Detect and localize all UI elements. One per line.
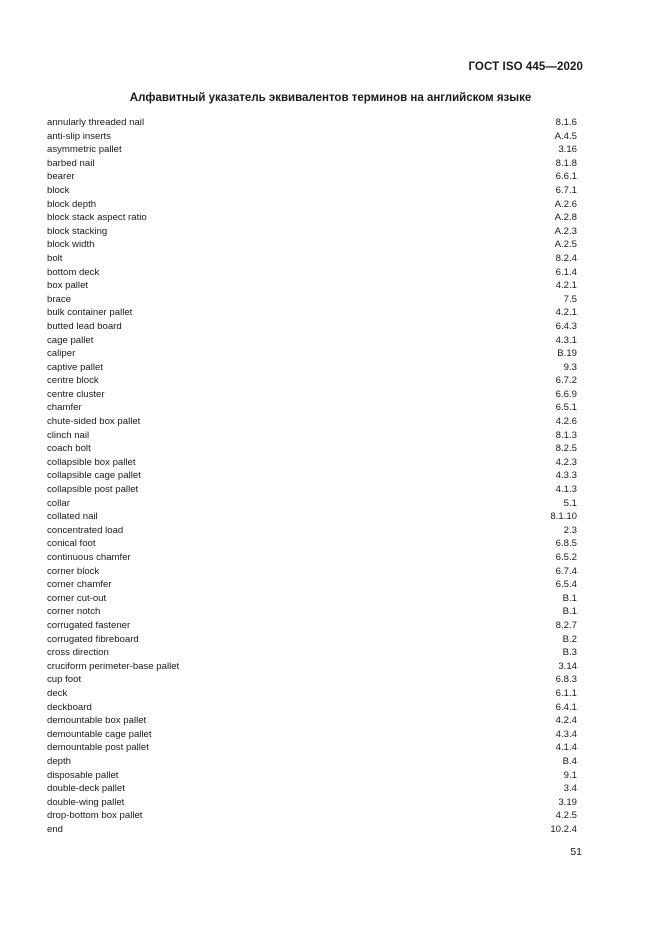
- index-entry: [47, 334, 577, 348]
- entry-reference: 3.14: [558, 660, 577, 672]
- entry-term: chute-sided box pallet: [47, 416, 141, 428]
- standard-code-header: ГОСТ ISO 445—2020: [468, 61, 583, 73]
- index-entry: [47, 578, 577, 592]
- entry-reference: B.1: [562, 592, 577, 604]
- entry-term: collated nail: [47, 511, 98, 523]
- entry-reference: 4.2.1: [555, 307, 577, 319]
- index-entry: [47, 660, 577, 674]
- entry-reference: 7.5: [563, 293, 577, 305]
- entry-term: demountable post pallet: [47, 742, 149, 754]
- index-entry: [47, 565, 577, 579]
- index-entry: [47, 143, 577, 157]
- entry-term: corner block: [47, 565, 100, 577]
- entry-reference: 8.1.6: [555, 117, 577, 128]
- index-entry: [47, 306, 577, 320]
- entry-term: collapsible box pallet: [47, 456, 136, 468]
- entry-reference: 8.1.3: [555, 429, 577, 441]
- index-entry: [47, 633, 577, 647]
- entry-reference: B.1: [562, 606, 577, 618]
- index-entry: [47, 796, 577, 810]
- entry-reference: B.3: [562, 647, 577, 659]
- entry-reference: 4.1.3: [555, 484, 577, 496]
- index-entry: [47, 320, 577, 334]
- entry-reference: 6.6.9: [555, 388, 577, 400]
- entry-reference: 6.4.1: [555, 701, 577, 713]
- index-entry: [47, 687, 577, 701]
- entry-reference: 4.3.3: [555, 470, 577, 482]
- entry-term: block stacking: [47, 225, 108, 237]
- entry-reference: 8.1.8: [555, 157, 577, 169]
- index-entry: [47, 252, 577, 266]
- entry-reference: 4.1.4: [555, 742, 577, 754]
- index-entry: [47, 483, 577, 497]
- index-entry: [47, 456, 577, 470]
- entry-term: centre cluster: [47, 388, 105, 400]
- entry-reference: 4.3.4: [555, 728, 577, 740]
- entry-term: collapsible cage pallet: [47, 470, 141, 482]
- index-entry: [47, 388, 577, 402]
- index-entry: [47, 714, 577, 728]
- index-entry: [47, 782, 577, 796]
- entry-term: asymmetric pallet: [47, 144, 122, 156]
- entry-reference: 6.4.3: [555, 320, 577, 332]
- entry-reference: A.2.5: [554, 239, 577, 251]
- index-entry: [47, 469, 577, 483]
- page-number: 51: [570, 846, 582, 858]
- entry-reference: 6.6.1: [555, 171, 577, 183]
- index-title: Алфавитный указатель эквивалентов терминов на английском языке: [129, 92, 532, 104]
- entry-term: block depth: [47, 198, 97, 210]
- entry-term: box pallet: [47, 280, 89, 292]
- index-entry: [47, 347, 577, 361]
- entry-reference: 4.2.1: [555, 280, 577, 292]
- entry-reference: 9.3: [563, 361, 577, 373]
- index-entry: [47, 157, 577, 171]
- entry-term: bearer: [47, 171, 75, 183]
- entry-reference: 9.1: [563, 769, 577, 781]
- entry-term: coach bolt: [47, 443, 91, 455]
- entry-reference: 6.1.1: [555, 687, 577, 699]
- entry-reference: 6.7.4: [555, 565, 577, 577]
- index-entry: [47, 198, 577, 212]
- entry-reference: A.2.3: [554, 225, 577, 237]
- index-entry: [47, 673, 577, 687]
- entry-term: continuous chamfer: [47, 552, 131, 563]
- index-entry: [47, 809, 577, 823]
- entry-reference: 4.2.4: [555, 715, 577, 727]
- index-entry: [47, 701, 577, 715]
- entry-reference: 3.19: [558, 796, 577, 808]
- entry-term: depth: [47, 755, 72, 767]
- entry-reference: 6.5.4: [555, 579, 577, 591]
- index-entry: [47, 497, 577, 511]
- entry-reference: 10.2.4: [550, 823, 577, 835]
- entry-reference: 6.8.3: [555, 674, 577, 686]
- entry-term: double-wing pallet: [47, 796, 125, 808]
- entry-reference: 8.1.10: [550, 511, 577, 523]
- index-entry: [47, 551, 577, 565]
- entry-reference: 4.3.1: [555, 334, 577, 346]
- index-entry: [47, 769, 577, 783]
- entry-reference: 6.8.5: [555, 538, 577, 550]
- entry-reference: 8.2.5: [555, 443, 577, 455]
- entry-reference: 6.5.1: [555, 402, 577, 414]
- entry-reference: B.4: [562, 755, 577, 767]
- index-entry: [47, 646, 577, 660]
- entry-term: block stack aspect ratio: [47, 212, 147, 224]
- entry-term: cross direction: [47, 647, 109, 659]
- entry-reference: A.2.6: [554, 198, 577, 210]
- entry-reference: 3.16: [558, 144, 577, 156]
- entry-reference: A.4.5: [554, 130, 577, 142]
- entry-term: bottom deck: [47, 266, 100, 278]
- term-index-list: [47, 116, 577, 836]
- entry-term: corner cut-out: [47, 592, 107, 604]
- entry-term: drop-bottom box pallet: [47, 810, 143, 822]
- entry-term: conical foot: [47, 538, 96, 550]
- entry-reference: 3.4: [563, 783, 577, 795]
- entry-reference: 6.1.4: [555, 266, 577, 278]
- entry-term: collar: [47, 497, 70, 509]
- entry-term: corrugated fibreboard: [47, 633, 139, 645]
- entry-reference: 2.3: [563, 524, 577, 536]
- index-entry: [47, 293, 577, 307]
- index-entry: [47, 741, 577, 755]
- entry-term: brace: [47, 293, 71, 305]
- entry-reference: 4.2.6: [555, 416, 577, 428]
- entry-reference: B.19: [557, 348, 577, 360]
- entry-term: corner chamfer: [47, 579, 112, 591]
- index-entry: [47, 279, 577, 293]
- entry-term: caliper: [47, 348, 76, 360]
- entry-term: end: [47, 823, 64, 835]
- entry-reference: A.2.8: [554, 212, 577, 224]
- index-entry: [47, 374, 577, 388]
- index-entry: [47, 238, 577, 252]
- index-entry: [47, 211, 577, 225]
- entry-reference: 4.2.3: [555, 456, 577, 468]
- index-entry: [47, 823, 577, 837]
- entry-term: double-deck pallet: [47, 783, 125, 795]
- index-entry: [47, 361, 577, 375]
- index-entry: [47, 401, 577, 415]
- entry-term: demountable cage pallet: [47, 728, 152, 740]
- entry-term: block: [47, 184, 70, 196]
- entry-term: bolt: [47, 252, 63, 264]
- entry-term: collapsible post pallet: [47, 484, 139, 496]
- index-entry: [47, 442, 577, 456]
- entry-term: annularly threaded nail: [47, 117, 145, 128]
- index-entry: [47, 415, 577, 429]
- entry-term: centre block: [47, 375, 99, 387]
- entry-term: concentrated load: [47, 524, 124, 536]
- entry-term: demountable box pallet: [47, 715, 147, 727]
- entry-term: anti-slip inserts: [47, 130, 111, 142]
- entry-term: bulk container pallet: [47, 307, 133, 319]
- index-entry: [47, 429, 577, 443]
- index-entry: [47, 266, 577, 280]
- entry-term: cruciform perimeter-base pallet: [47, 660, 180, 672]
- entry-reference: B.2: [562, 633, 577, 645]
- entry-reference: 8.2.7: [555, 619, 577, 631]
- entry-reference: 5.1: [563, 497, 577, 509]
- index-entry: [47, 524, 577, 538]
- index-entry: [47, 130, 577, 144]
- entry-term: cage pallet: [47, 334, 94, 346]
- entry-reference: 6.7.2: [555, 375, 577, 387]
- entry-reference: 6.5.2: [555, 552, 577, 563]
- index-entry: [47, 170, 577, 184]
- entry-term: butted lead board: [47, 320, 122, 332]
- index-entry: [47, 225, 577, 239]
- entry-reference: 4.2.5: [555, 810, 577, 822]
- index-entry: [47, 537, 577, 551]
- entry-term: deck: [47, 687, 68, 699]
- index-entry: [47, 510, 577, 524]
- index-entry: [47, 605, 577, 619]
- entry-term: cup foot: [47, 674, 82, 686]
- index-entry: [47, 619, 577, 633]
- entry-term: chamfer: [47, 402, 82, 414]
- entry-term: corner notch: [47, 606, 101, 618]
- entry-term: deckboard: [47, 701, 92, 713]
- index-entry: [47, 184, 577, 198]
- index-entry: [47, 755, 577, 769]
- entry-reference: 8.2.4: [555, 252, 577, 264]
- index-entry: [47, 116, 577, 130]
- entry-term: disposable pallet: [47, 769, 119, 781]
- entry-term: clinch nail: [47, 429, 90, 441]
- index-entry: [47, 728, 577, 742]
- entry-term: block width: [47, 239, 95, 251]
- entry-term: barbed nail: [47, 157, 95, 169]
- entry-term: captive pallet: [47, 361, 103, 373]
- entry-term: corrugated fastener: [47, 619, 131, 631]
- index-entry: [47, 592, 577, 606]
- entry-reference: 6.7.1: [555, 184, 577, 196]
